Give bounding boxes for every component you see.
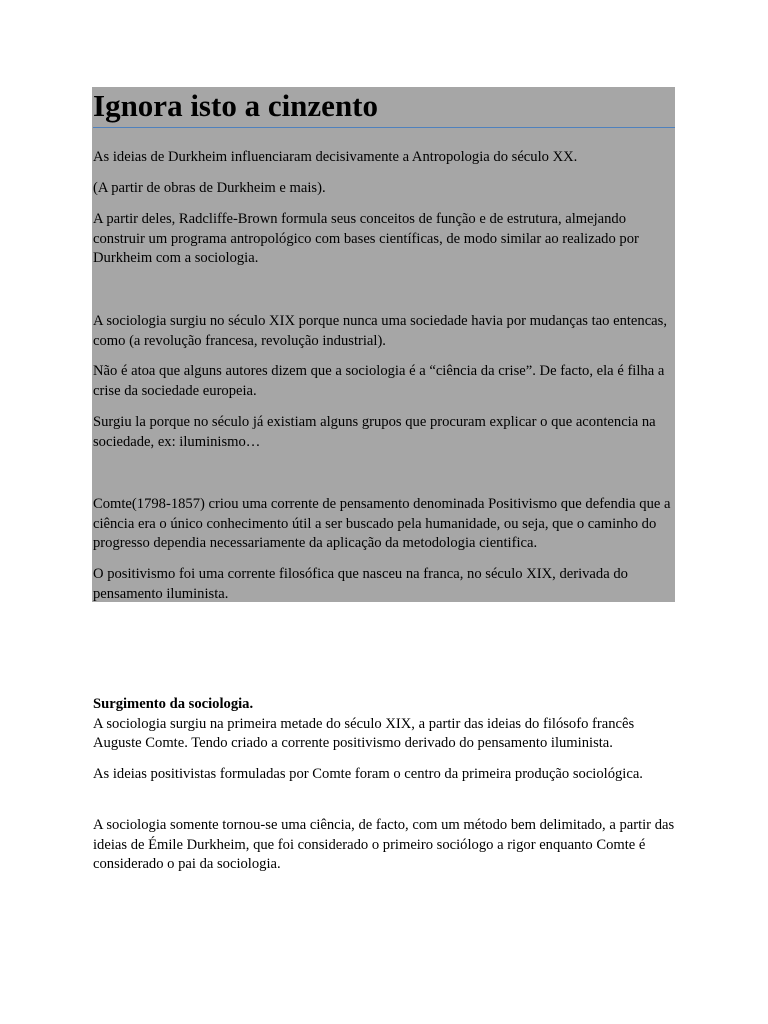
section-heading: Surgimento da sociologia.	[93, 696, 254, 712]
gray-paragraph-5: Não é atoa que alguns autores dizem que a sociologia é a “ciência da crise”. De facto, ela é filha a crise da sociedade europeia.	[93, 363, 665, 399]
document-title: Ignora isto a cinzento	[93, 87, 675, 128]
section-block-1	[93, 695, 675, 754]
gray-paragraph-7: Comte(1798-1857) criou uma corrente de pensamento denominada Positivismo que defendia que a ciência era o único conhecimento útil a ser buscado pela humanidade, ou seja, que o caminho do progresso dependia necessariamente da aplicação da metodologia cientifica.	[93, 496, 671, 551]
gray-paragraph-1: As ideias de Durkheim influenciaram decisivamente a Antropologia do século XX.	[93, 149, 578, 165]
section-paragraph-3: A sociologia somente tornou-se uma ciência, de facto, com um método bem delimitado, a partir das ideias de Émile Durkheim, que foi considerado o primeiro sociólogo a rigor enquanto Comte é considerado o pai da sociologia.	[93, 817, 675, 872]
section-paragraph-1: A sociologia surgiu na primeira metade do século XIX, a partir das ideias do filósofo francês Auguste Comte. Tendo criado a corrente positivismo derivado do pensamento iluminista.	[93, 715, 635, 751]
gray-paragraph-8: O positivismo foi uma corrente filosófica que nasceu na franca, no século XIX, derivada do pensamento iluminista.	[93, 566, 628, 602]
section-paragraph-2: As ideias positivistas formuladas por Comte foram o centro da primeira produção sociológica.	[93, 766, 643, 782]
gray-paragraph-3: A partir deles, Radcliffe-Brown formula seus conceitos de função e de estrutura, almejando construir um programa antropológico com bases científicas, de modo similar ao realizado por Durkheim com a sociologia.	[93, 211, 639, 266]
gray-paragraph-6: Surgiu la porque no século já existiam alguns grupos que procuram explicar o que acontencia na sociedade, ex: iluminismo…	[93, 414, 656, 450]
gray-paragraph-4: A sociologia surgiu no século XIX porque nunca uma sociedade havia por mudanças tao entencas, como (a revolução francesa, revolução industrial).	[93, 313, 667, 349]
gray-paragraph-2: (A partir de obras de Durkheim e mais).	[93, 180, 326, 196]
